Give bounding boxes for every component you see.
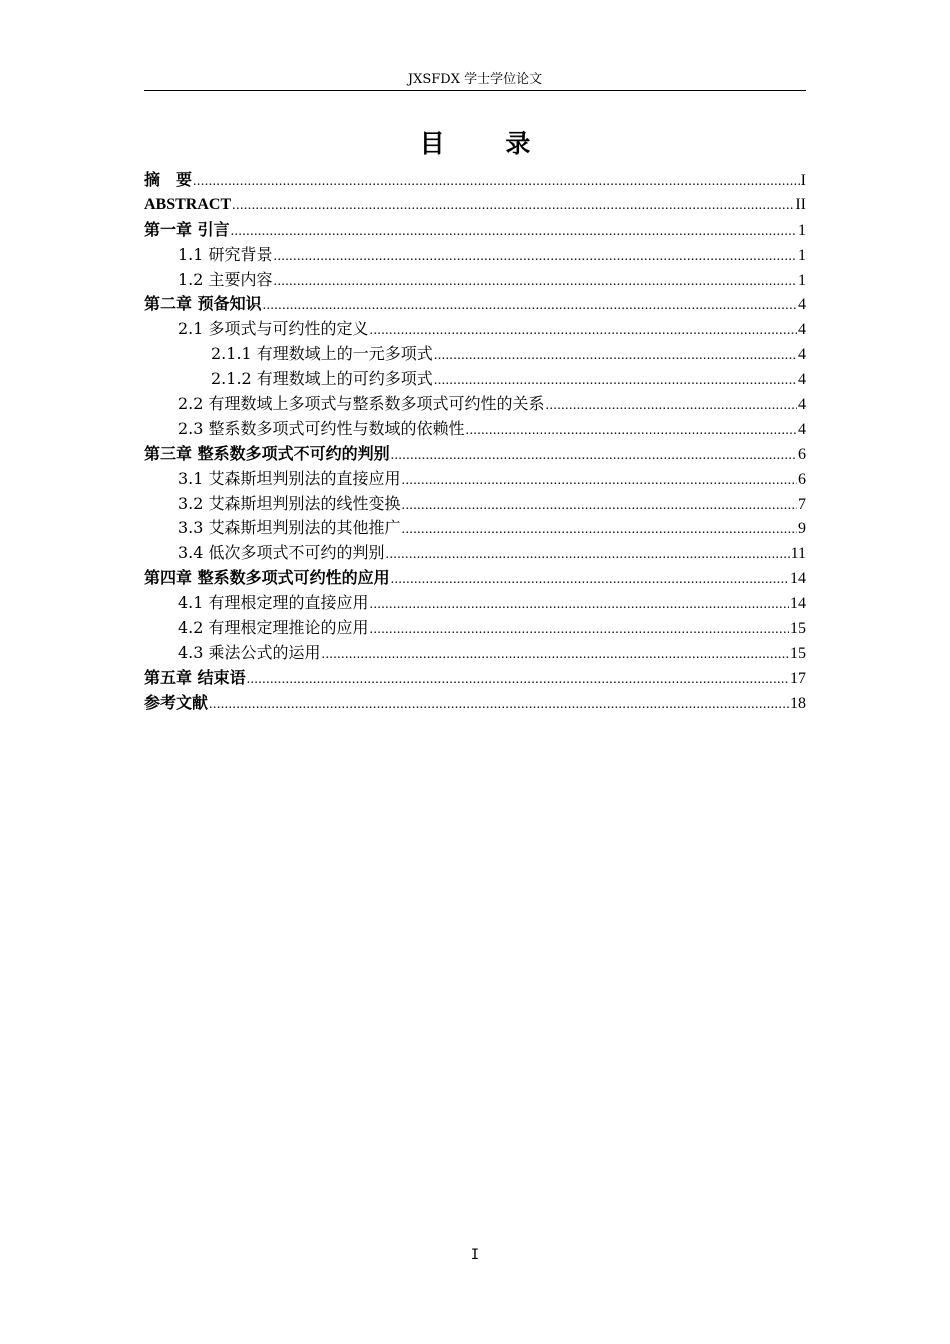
toc-entry-page: 1: [798, 246, 806, 264]
toc-entry[interactable]: [144, 616, 806, 641]
toc-entry-page: 15: [790, 644, 806, 662]
toc-dot-leader: [546, 394, 797, 419]
toc-entry-label: 1.2 主要内容: [178, 269, 273, 289]
toc-entry-label: 第三章 整系数多项式不可约的判别: [144, 443, 390, 463]
toc-dot-leader: [386, 543, 790, 568]
toc-entry-label: 第四章 整系数多项式可约性的应用: [144, 568, 390, 588]
toc-entry-label: 3.1 艾森斯坦判别法的直接应用: [178, 468, 401, 488]
toc-entry[interactable]: [144, 566, 806, 591]
toc-entry[interactable]: [144, 541, 806, 566]
toc-entry[interactable]: [144, 317, 806, 342]
toc-entry-label: 第一章 引言: [144, 219, 230, 239]
toc-entry-page: I: [800, 172, 806, 189]
toc-dot-leader: [274, 245, 797, 270]
toc-entry[interactable]: [144, 243, 806, 268]
toc-dot-leader: [263, 294, 797, 319]
toc-entry-page: 9: [798, 520, 806, 538]
toc-dot-leader: [193, 170, 800, 195]
toc-entry-page: 11: [790, 545, 806, 563]
toc-entry-page: 4: [798, 371, 806, 389]
toc-dot-leader: [231, 220, 797, 245]
toc-entry-page: 6: [798, 470, 806, 488]
toc-entry-label: 2.2 有理数域上多项式与整系数多项式可约性的关系: [178, 394, 545, 414]
toc-entry-page: 1: [798, 271, 806, 289]
toc-dot-leader: [274, 270, 797, 295]
toc-dot-leader: [434, 344, 797, 369]
toc-entry[interactable]: [144, 641, 806, 666]
toc-dot-leader: [322, 643, 789, 668]
toc-dot-leader: [391, 444, 797, 469]
toc-dot-leader: [466, 419, 797, 444]
toc-entry[interactable]: [144, 516, 806, 541]
toc-dot-leader: [370, 618, 789, 643]
toc-title: 目 录: [419, 129, 557, 158]
toc-entry-page: 4: [798, 346, 806, 364]
toc-entry[interactable]: [144, 193, 806, 218]
toc-entry-page: 15: [790, 620, 806, 638]
toc-entry-page: 1: [798, 221, 806, 239]
toc-entry-page: II: [795, 195, 806, 213]
toc-entry-label: 2.1.1 有理数域上的一元多项式: [211, 344, 433, 364]
toc-entry[interactable]: [144, 367, 806, 392]
toc-dot-leader: [247, 668, 789, 693]
toc-entry[interactable]: [144, 292, 806, 317]
toc-entry[interactable]: [144, 591, 806, 616]
toc-entry[interactable]: [144, 666, 806, 691]
toc-dot-leader: [402, 494, 797, 519]
toc-entry-label: 参考文献: [144, 692, 209, 712]
toc-entry-page: 14: [790, 595, 806, 613]
toc-entry[interactable]: [144, 467, 806, 492]
toc-entry-label: 4.3 乘法公式的运用: [178, 642, 321, 662]
toc-entry-label: 第二章 预备知识: [144, 294, 262, 314]
toc-entry-label: 4.1 有理根定理的直接应用: [178, 593, 369, 613]
toc-entry-label: 4.2 有理根定理推论的应用: [178, 618, 369, 638]
toc-entry[interactable]: [144, 392, 806, 417]
toc-entry[interactable]: [144, 442, 806, 467]
header-rule: [144, 90, 806, 91]
toc-entry-page: 18: [790, 694, 806, 712]
toc-entry-page: 7: [798, 495, 806, 513]
toc-entry-label: 1.1 研究背景: [178, 244, 273, 264]
toc-dot-leader: [370, 319, 797, 344]
toc-entry-page: 4: [798, 420, 806, 438]
toc-entry-label: 摘 要: [144, 170, 193, 189]
toc-entry-page: 6: [798, 445, 806, 463]
toc-dot-leader: [402, 469, 797, 494]
toc-dot-leader: [391, 568, 789, 593]
toc-entry[interactable]: [144, 492, 806, 517]
toc-entry-label: 第五章 结束语: [144, 667, 246, 687]
running-header: JXSFDX 学士学位论文: [407, 72, 543, 87]
toc-entry-label: 3.3 艾森斯坦判别法的其他推广: [178, 518, 401, 538]
toc-dot-leader: [232, 194, 794, 219]
toc-entry-label: ABSTRACT: [144, 195, 232, 213]
toc-entry-label: 3.2 艾森斯坦判别法的线性变换: [178, 493, 401, 513]
toc-entry-label: 2.1.2 有理数域上的可约多项式: [211, 369, 433, 389]
toc-entry-label: 2.1 多项式与可约性的定义: [178, 319, 369, 339]
toc-entry[interactable]: [144, 268, 806, 293]
toc-entry-page: 17: [790, 669, 806, 687]
page-number: I: [470, 1247, 480, 1263]
toc-dot-leader: [370, 593, 789, 618]
toc-entry-page: 14: [790, 570, 806, 588]
toc-entry-page: 4: [798, 296, 806, 314]
toc-entry[interactable]: [144, 417, 806, 442]
table-of-contents: [144, 168, 806, 716]
toc-dot-leader: [434, 369, 797, 394]
toc-entry-page: 4: [798, 396, 806, 414]
toc-entry-label: 2.3 整系数多项式可约性与数域的依赖性: [178, 418, 465, 438]
toc-entry-page: 4: [798, 321, 806, 339]
toc-dot-leader: [209, 693, 789, 718]
toc-entry[interactable]: [144, 168, 806, 193]
toc-entry[interactable]: [144, 691, 806, 716]
toc-entry[interactable]: [144, 218, 806, 243]
toc-entry-label: 3.4 低次多项式不可约的判别: [178, 543, 385, 563]
toc-dot-leader: [402, 518, 797, 543]
toc-entry[interactable]: [144, 342, 806, 367]
